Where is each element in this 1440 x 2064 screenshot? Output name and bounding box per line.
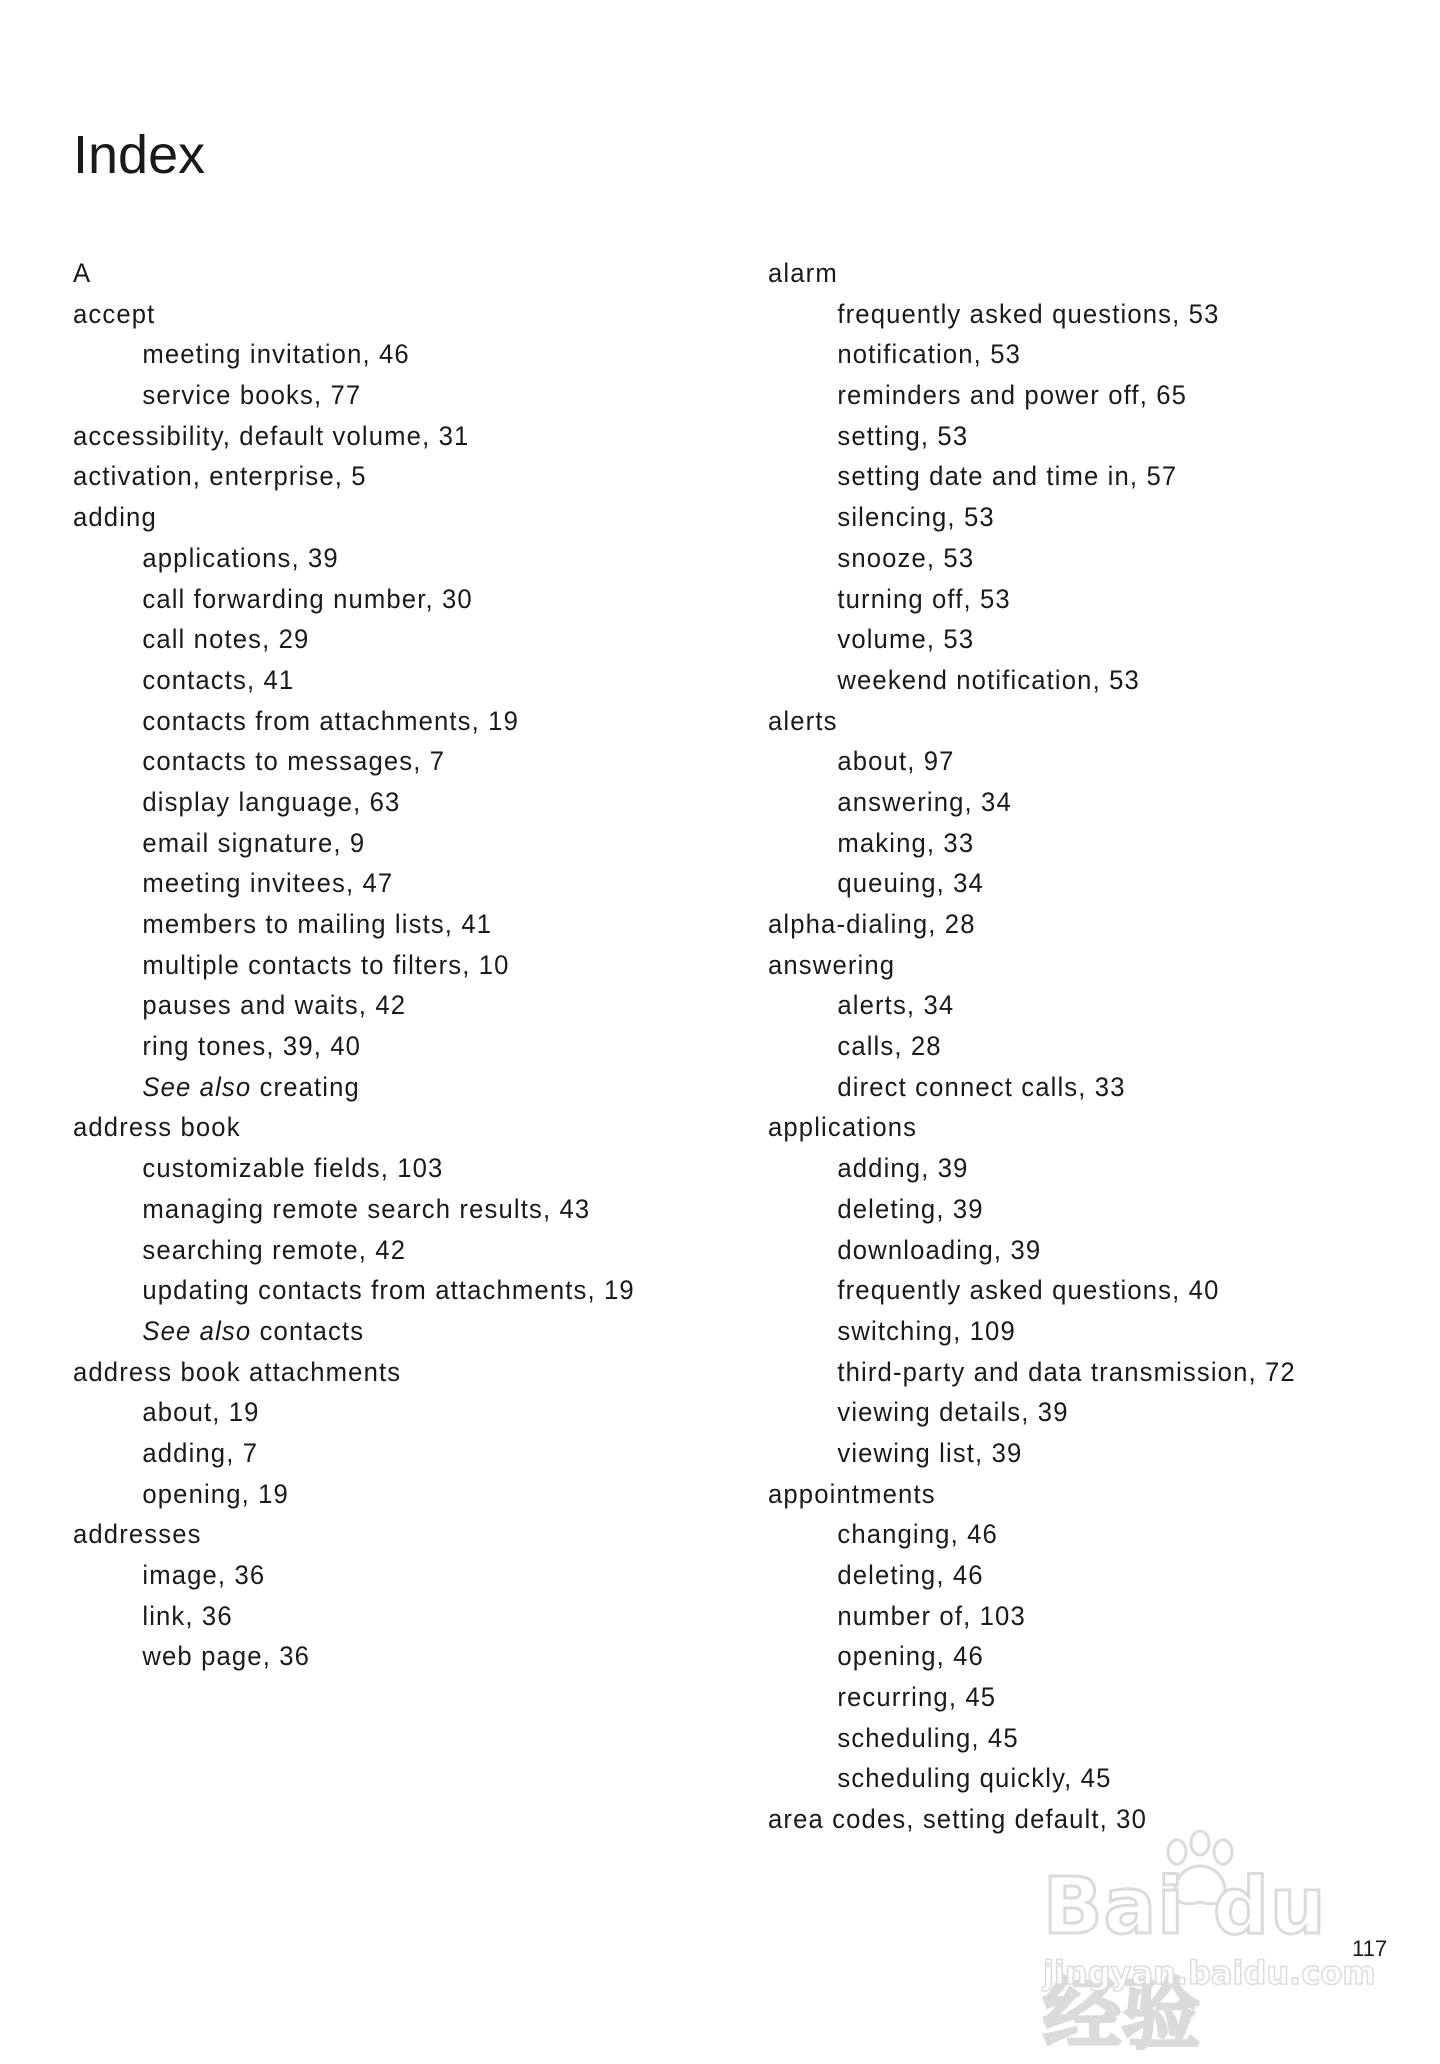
entry-text: queuing, 34 bbox=[837, 868, 984, 899]
entry-text: address book bbox=[73, 1112, 241, 1143]
index-subentry bbox=[73, 904, 700, 945]
index-subentry bbox=[73, 1474, 700, 1515]
entry-text: making, 33 bbox=[837, 827, 975, 858]
entry-text: adding bbox=[73, 502, 157, 533]
index-subentry bbox=[768, 1758, 1395, 1799]
index-subentry bbox=[768, 334, 1395, 375]
entry-text: managing remote search results, 43 bbox=[142, 1193, 591, 1224]
entry-text: snooze, 53 bbox=[837, 542, 975, 573]
entry-text: members to mailing lists, 41 bbox=[142, 909, 493, 939]
index-subentry bbox=[768, 1433, 1395, 1474]
entry-text: viewing list, 39 bbox=[837, 1437, 1023, 1468]
index-entry bbox=[73, 497, 700, 538]
watermark-logo-text: Bai du 经验 bbox=[1043, 1862, 1327, 2060]
entry-text: weekend notification, 53 bbox=[837, 664, 1140, 695]
index-subentry bbox=[768, 1352, 1395, 1393]
entry-text: number of, 103 bbox=[837, 1600, 1026, 1631]
index-column-left bbox=[73, 253, 733, 1677]
entry-text: viewing details, 39 bbox=[837, 1397, 1069, 1428]
entry-text: answering, 34 bbox=[837, 786, 1012, 817]
entry-text: addresses bbox=[73, 1519, 202, 1550]
entry-text: accept bbox=[73, 298, 156, 329]
index-subentry bbox=[768, 1677, 1395, 1718]
entry-text: display language, 63 bbox=[142, 786, 401, 817]
index-subentry bbox=[768, 538, 1395, 579]
entry-text: direct connect calls, 33 bbox=[837, 1071, 1126, 1102]
entry-text: about, 97 bbox=[837, 746, 955, 777]
entry-text: link, 36 bbox=[142, 1600, 233, 1631]
entry-text: meeting invitees, 47 bbox=[142, 868, 394, 899]
index-entry bbox=[768, 945, 1395, 986]
entry-text: multiple contacts to filters, 10 bbox=[142, 949, 510, 980]
index-subentry bbox=[73, 660, 700, 701]
entry-text: creating bbox=[259, 1071, 360, 1102]
entry-text: changing, 46 bbox=[837, 1519, 998, 1550]
index-column-right bbox=[768, 253, 1428, 1840]
index-entry bbox=[73, 1352, 700, 1393]
entry-text: setting, 53 bbox=[837, 420, 969, 451]
entry-text: calls, 28 bbox=[837, 1031, 942, 1062]
index-subentry bbox=[73, 823, 700, 864]
index-subentry bbox=[768, 1230, 1395, 1271]
entry-text: deleting, 46 bbox=[837, 1560, 984, 1590]
index-entry bbox=[73, 1107, 700, 1148]
index-entry bbox=[73, 294, 700, 335]
page-title: Index bbox=[73, 125, 206, 185]
index-subentry bbox=[73, 1270, 700, 1311]
entry-text: about, 19 bbox=[142, 1397, 260, 1428]
index-subentry bbox=[73, 538, 700, 579]
index-subentry bbox=[768, 1311, 1395, 1352]
entry-text: customizable fields, 103 bbox=[142, 1153, 444, 1184]
entry-text: frequently asked questions, 53 bbox=[837, 298, 1220, 329]
entry-text: contacts bbox=[259, 1315, 365, 1346]
index-subentry bbox=[73, 1636, 700, 1677]
index-subentry bbox=[73, 1189, 700, 1230]
index-entry bbox=[73, 253, 700, 294]
entry-text: volume, 53 bbox=[837, 624, 975, 655]
entry-text: call forwarding number, 30 bbox=[142, 583, 473, 614]
index-subentry bbox=[73, 1067, 700, 1108]
entry-text: contacts to messages, 7 bbox=[142, 746, 446, 777]
entry-text: opening, 19 bbox=[142, 1478, 289, 1509]
index-entry bbox=[768, 1107, 1395, 1148]
entry-text: service books, 77 bbox=[142, 380, 362, 411]
index-subentry bbox=[73, 375, 700, 416]
baidu-jingyan-watermark bbox=[1025, 1830, 1388, 2060]
index-subentry bbox=[768, 1514, 1395, 1555]
entry-text: pauses and waits, 42 bbox=[142, 990, 407, 1021]
entry-text: accessibility, default volume, 31 bbox=[73, 420, 470, 451]
index-subentry bbox=[73, 1026, 700, 1067]
entry-text: alerts, 34 bbox=[837, 990, 955, 1021]
entry-text: appointments bbox=[768, 1478, 936, 1509]
index-entry bbox=[768, 701, 1395, 742]
index-entry bbox=[73, 1514, 700, 1555]
index-subentry bbox=[768, 741, 1395, 782]
entry-text: email signature, 9 bbox=[142, 827, 366, 858]
see-also-label: See also bbox=[142, 1071, 252, 1102]
index-entry bbox=[768, 253, 1395, 294]
index-subentry bbox=[73, 863, 700, 904]
index-subentry bbox=[768, 497, 1395, 538]
index-subentry bbox=[768, 416, 1395, 457]
paw-logo-icon bbox=[1155, 1830, 1245, 1910]
entry-text: adding, 7 bbox=[142, 1437, 259, 1468]
entry-text: updating contacts from attachments, 19 bbox=[142, 1275, 635, 1306]
entry-text: alpha-dialing, 28 bbox=[768, 909, 976, 939]
entry-text: recurring, 45 bbox=[837, 1682, 997, 1713]
index-subentry bbox=[73, 1555, 700, 1596]
entry-text: alerts bbox=[768, 705, 838, 736]
entry-text: ring tones, 39, 40 bbox=[142, 1031, 362, 1062]
entry-text: A bbox=[73, 258, 92, 288]
page-number: 117 bbox=[1352, 1936, 1388, 1961]
entry-text: switching, 109 bbox=[837, 1315, 1016, 1346]
entry-text: silencing, 53 bbox=[837, 502, 995, 533]
entry-text: area codes, setting default, 30 bbox=[768, 1804, 1148, 1835]
entry-text: deleting, 39 bbox=[837, 1193, 984, 1224]
entry-text: contacts from attachments, 19 bbox=[142, 705, 519, 736]
index-subentry bbox=[768, 1392, 1395, 1433]
entry-text: call notes, 29 bbox=[142, 624, 310, 655]
see-also-label: See also bbox=[142, 1315, 252, 1346]
entry-text: adding, 39 bbox=[837, 1153, 969, 1184]
index-subentry bbox=[73, 1230, 700, 1271]
entry-text: web page, 36 bbox=[142, 1641, 311, 1672]
entry-text: image, 36 bbox=[142, 1560, 266, 1590]
entry-text: applications, 39 bbox=[142, 542, 339, 573]
entry-text: meeting invitation, 46 bbox=[142, 339, 410, 370]
entry-text: opening, 46 bbox=[837, 1641, 984, 1672]
entry-text: third-party and data transmission, 72 bbox=[837, 1356, 1296, 1387]
index-subentry bbox=[73, 741, 700, 782]
index-subentry bbox=[73, 1148, 700, 1189]
entry-text: applications bbox=[768, 1112, 918, 1143]
index-subentry bbox=[768, 782, 1395, 823]
entry-text: frequently asked questions, 40 bbox=[837, 1275, 1220, 1306]
index-subentry bbox=[768, 863, 1395, 904]
entry-text: reminders and power off, 65 bbox=[837, 380, 1188, 411]
index-subentry bbox=[73, 619, 700, 660]
index-subentry bbox=[768, 294, 1395, 335]
index-subentry bbox=[73, 1392, 700, 1433]
entry-text: activation, enterprise, 5 bbox=[73, 461, 367, 492]
index-entry bbox=[73, 456, 700, 497]
index-subentry bbox=[73, 1433, 700, 1474]
index-subentry bbox=[73, 782, 700, 823]
index-entry bbox=[768, 904, 1395, 945]
index-subentry bbox=[768, 660, 1395, 701]
index-entry bbox=[768, 1474, 1395, 1515]
entry-text: turning off, 53 bbox=[837, 583, 1011, 614]
index-subentry bbox=[73, 334, 700, 375]
index-subentry bbox=[768, 1067, 1395, 1108]
index-subentry bbox=[768, 1636, 1395, 1677]
entry-text: contacts, 41 bbox=[142, 664, 295, 695]
index-subentry bbox=[73, 945, 700, 986]
entry-text: scheduling, 45 bbox=[837, 1722, 1019, 1753]
entry-text: scheduling quickly, 45 bbox=[837, 1763, 1112, 1794]
entry-text: answering bbox=[768, 949, 896, 980]
index-subentry bbox=[768, 579, 1395, 620]
index-entry bbox=[768, 1799, 1395, 1840]
index-subentry bbox=[73, 701, 700, 742]
index-subentry bbox=[768, 823, 1395, 864]
entry-text: notification, 53 bbox=[837, 339, 1022, 370]
index-subentry bbox=[768, 1026, 1395, 1067]
index-subentry bbox=[768, 1270, 1395, 1311]
index-subentry bbox=[768, 1148, 1395, 1189]
entry-text: downloading, 39 bbox=[837, 1234, 1042, 1265]
index-subentry bbox=[73, 1596, 700, 1637]
index-subentry bbox=[768, 619, 1395, 660]
index-subentry bbox=[768, 456, 1395, 497]
entry-text: alarm bbox=[768, 258, 838, 288]
index-entry bbox=[73, 416, 700, 457]
index-subentry bbox=[73, 985, 700, 1026]
index-subentry bbox=[768, 1555, 1395, 1596]
index-subentry bbox=[768, 1189, 1395, 1230]
index-subentry bbox=[768, 1718, 1395, 1759]
index-subentry bbox=[768, 985, 1395, 1026]
index-subentry bbox=[768, 375, 1395, 416]
index-subentry bbox=[73, 579, 700, 620]
entry-text: address book attachments bbox=[73, 1356, 402, 1387]
index-subentry bbox=[73, 1311, 700, 1352]
entry-text: searching remote, 42 bbox=[142, 1234, 407, 1265]
watermark-url: jingyan.baidu.com bbox=[1043, 1954, 1376, 1992]
entry-text: setting date and time in, 57 bbox=[837, 461, 1178, 492]
index-subentry bbox=[768, 1596, 1395, 1637]
